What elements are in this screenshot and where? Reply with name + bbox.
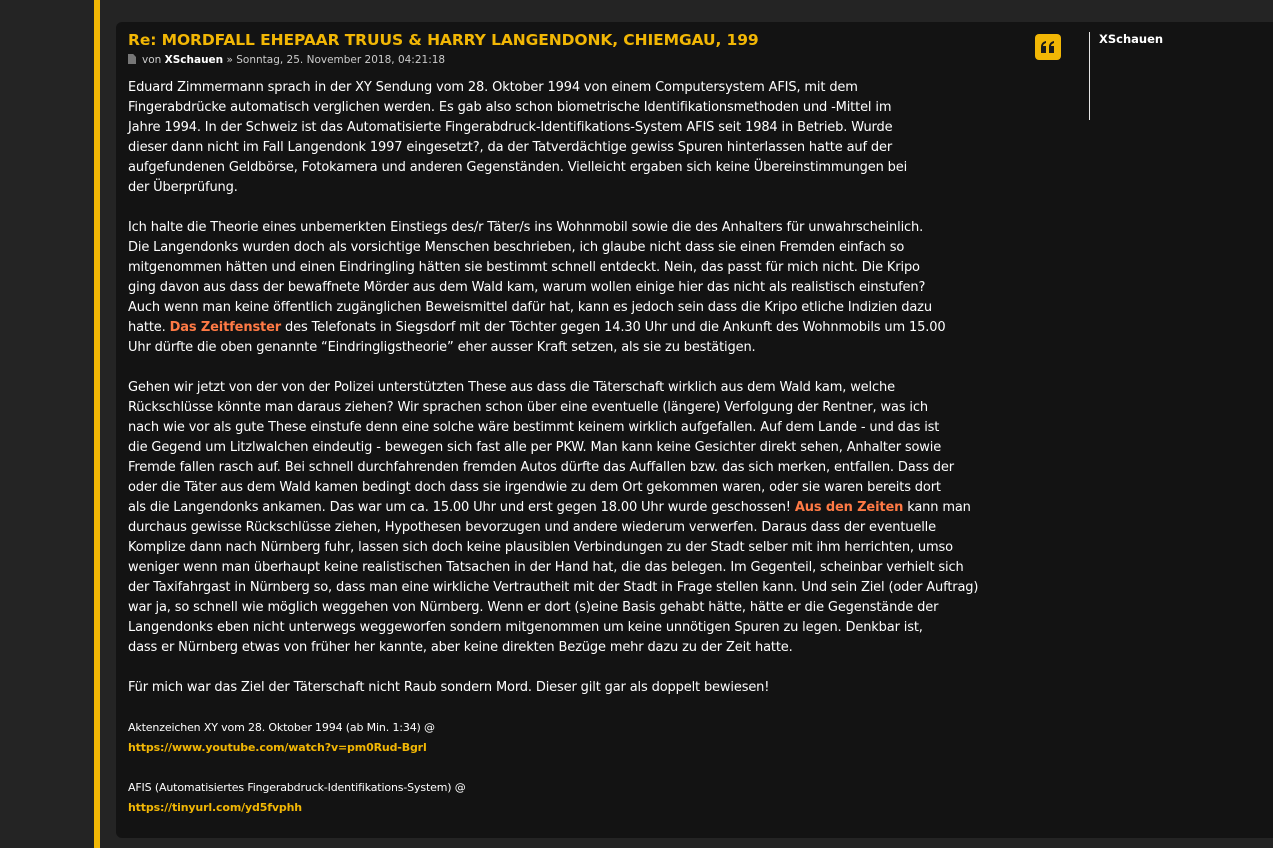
- text-fragment: des Telefonats in Siegsdorf mit der Töchter gegen 14.30 Uhr und die Ankunft des Wohnmobils um 15.00: [281, 320, 946, 335]
- text-line: Fingerabdrücke automatisch verglichen werden. Es gab also schon biometrische Identifikationsmethoden und -Mittel im: [128, 100, 892, 115]
- text-line: der Überprüfung.: [128, 180, 238, 195]
- profile-divider: [1089, 32, 1090, 120]
- text-fragment: kann man: [903, 500, 971, 515]
- paragraph-4: Für mich war das Ziel der Täterschaft nicht Raub sondern Mord. Dieser gilt gar als doppelt bewiesen!: [128, 680, 770, 695]
- text-line: ging davon aus dass der bewaffnete Mörder aus dem Wald kam, warum wollen einige hier das nicht als realistisch einstufen?: [128, 280, 926, 295]
- quote-icon: [1041, 41, 1055, 53]
- post-panel: [116, 22, 1273, 838]
- post-content: [128, 78, 1068, 818]
- paragraph-1: [128, 78, 1068, 198]
- source-2-label: AFIS (Automatisiertes Fingerabdruck-Identifikations-System) @: [128, 781, 466, 794]
- meta-prefix: von: [142, 54, 162, 66]
- source-1-link[interactable]: https://www.youtube.com/watch?v=pm0Rud-Bgrl: [128, 741, 427, 754]
- source-2-link[interactable]: https://tinyurl.com/yd5fvphh: [128, 801, 302, 814]
- text-line: der Taxifahrgast in Nürnberg so, dass man eine wirkliche Vertrautheit mit der Stadt in Frage stellen kann. Und sein Ziel (oder Auftrag): [128, 580, 979, 595]
- text-line: Ich halte die Theorie eines unbemerkten Einstiegs des/r Täter/s ins Wohnmobil sowie die des Anhalters für unwahrscheinlich.: [128, 220, 924, 235]
- text-line: Die Langendonks wurden doch als vorsichtige Menschen beschrieben, ich glaube nicht dass sie einen Fremden einfach so: [128, 240, 905, 255]
- text-line: Uhr dürfte die oben genannte “Eindringligstheorie” eher ausser Kraft setzen, als sie zu bestätigen.: [128, 340, 756, 355]
- text-line: oder die Täter aus dem Wald kamen bedingt doch dass sie irgendwie zu dem Ort gekommen waren, oder sie waren bereits dort: [128, 480, 941, 495]
- text-line: weniger wenn man überhaupt keine realistischen Tatsachen in der Hand hat, die das belegen. Im Gegenteil, scheinbar verhielt sich: [128, 560, 964, 575]
- post-icon[interactable]: [128, 54, 136, 64]
- text-line: Auch wenn man keine öffentlich zugänglichen Beweismittel dafür hat, kann es jedoch sein dass die Kripo etliche Indizien dazu: [128, 300, 932, 315]
- post-title[interactable]: Re: MORDFALL EHEPAAR TRUUS & HARRY LANGENDONK, CHIEMGAU, 199: [128, 31, 759, 49]
- text-line: Langendonks eben nicht unterwegs weggeworfen sondern mitgenommen um keine unnötigen Spuren zu legen. Denkbar ist,: [128, 620, 923, 635]
- text-line: Rückschlüsse könnte man daraus ziehen? Wir sprachen schon über eine eventuelle (längere) Verfolgung der Rentner, was ich: [128, 400, 928, 415]
- paragraph-2: [128, 218, 1068, 358]
- text-line: durchaus gewisse Rückschlüsse ziehen, Hypothesen bevorzugen und andere wiederum verwerfen. Daraus dass der eventuelle: [128, 520, 936, 535]
- accent-bar: [94, 0, 100, 848]
- text-line: Jahre 1994. In der Schweiz ist das Automatisierte Fingerabdruck-Identifikations-System AFIS seit 1984 in Betrieb. Wurde: [128, 120, 893, 135]
- text-line: dieser dann nicht im Fall Langendonk 1997 eingesetzt?, da der Tatverdächtige gewiss Spuren hinterlassen hatte auf der: [128, 140, 893, 155]
- post-meta: [128, 53, 1068, 67]
- profile-username[interactable]: XSchauen: [1099, 32, 1164, 46]
- text-line: Eduard Zimmermann sprach in der XY Sendung vom 28. Oktober 1994 von einem Computersystem AFIS, mit dem: [128, 80, 858, 95]
- link-zeitfenster[interactable]: Das Zeitfenster: [169, 320, 282, 335]
- text-line: Fremde fallen rasch auf. Bei schnell durchfahrenden fremden Autos dürfte das Auffallen bzw. das sich merken, entfallen. Dass der: [128, 460, 954, 475]
- text-line: aufgefundenen Geldbörse, Fotokamera und anderen Gegenständen. Vielleicht ergaben sich keine Übereinstimmungen bei: [128, 160, 908, 175]
- text-line: war ja, so schnell wie möglich weggehen von Nürnberg. Wenn er dort (s)eine Basis gehabt hätte, hätte er die Gegenstände der: [128, 600, 939, 615]
- text-line: mitgenommen hätten und einen Eindringling hätten sie bestimmt schnell entdeckt. Nein, das passt für mich nicht. Die Kripo: [128, 260, 920, 275]
- text-fragment: als die Langendonks ankamen. Das war um ca. 15.00 Uhr und erst gegen 18.00 Uhr wurde geschossen!: [128, 500, 795, 515]
- text-line: Gehen wir jetzt von der von der Polizei unterstützten These aus dass die Täterschaft wirklich aus dem Wald kam, welche: [128, 380, 895, 395]
- text-line: dass er Nürnberg etwas von früher her kannte, aber keine direkten Bezüge mehr dazu zu der Zeit hatte.: [128, 640, 793, 655]
- source-1-label: Aktenzeichen XY vom 28. Oktober 1994 (ab Min. 1:34) @: [128, 721, 435, 734]
- post-date: » Sonntag, 25. November 2018, 04:21:18: [226, 54, 446, 66]
- text-line: Komplize dann nach Nürnberg fuhr, lassen sich doch keine plausiblen Verbindungen zu der Stadt selber mit ihm herrichten, umso: [128, 540, 953, 555]
- text-fragment: hatte.: [128, 320, 170, 335]
- post-body: [128, 30, 1068, 818]
- text-line: die Gegend um Litzlwalchen eindeutig - bewegen sich fast alle per PKW. Man kann keine Gesichter direkt sehen, Anhalter sowie: [128, 440, 942, 455]
- paragraph-3: [128, 378, 1068, 658]
- link-aus-den-zeiten[interactable]: Aus den Zeiten: [794, 500, 904, 515]
- post-author-link[interactable]: XSchauen: [164, 54, 224, 66]
- quote-button[interactable]: [1035, 34, 1061, 60]
- text-line: nach wie vor als gute These einstufe denn eine solche wäre bestimmt keinem wirklich aufgefallen. Auf dem Lande - und das ist: [128, 420, 940, 435]
